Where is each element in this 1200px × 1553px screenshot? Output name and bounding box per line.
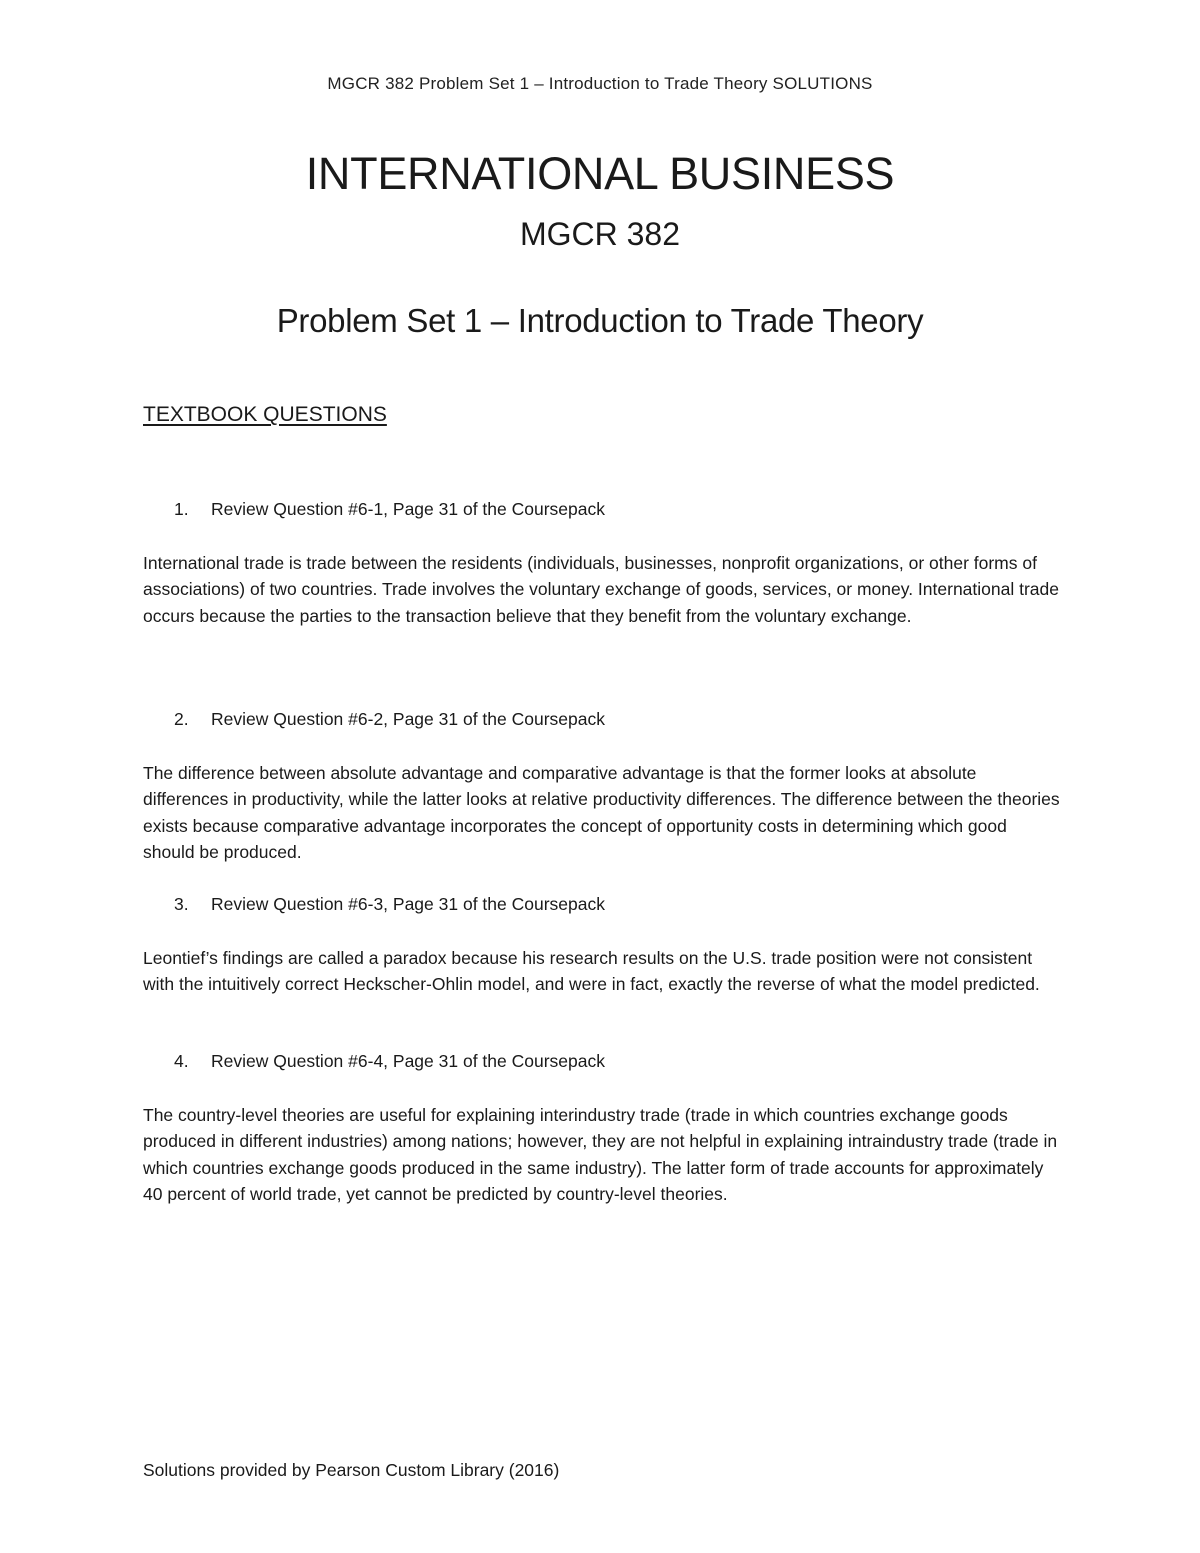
question-3 [174,894,605,915]
question-4 [174,1051,605,1072]
question-prompt: Review Question #6-4, Page 31 of the Coursepack [211,1051,605,1071]
question-number: 1. [174,499,189,519]
question-1 [174,499,605,520]
question-number: 4. [174,1051,189,1071]
footer-credit: Solutions provided by Pearson Custom Library (2016) [143,1460,560,1480]
answer-1: International trade is trade between the residents (individuals, businesses, nonprofit organizations, or other forms of associations) of two countries. Trade involves the voluntary exchange of goods, services, or money. International trade occurs because the parties to the transaction believe that they benefit from the voluntary exchange. [143,553,1059,626]
answer-3: Leontief’s findings are called a paradox because his research results on the U.S. trade position were not consistent with the intuitively correct Heckscher-Ohlin model, and were in fact, exactly the reverse of what the model predicted. [143,948,1040,995]
question-number: 3. [174,894,189,914]
problem-set-title: Problem Set 1 – Introduction to Trade Theory [276,302,924,339]
section-heading: TEXTBOOK QUESTIONS [143,403,387,426]
question-prompt: Review Question #6-2, Page 31 of the Coursepack [211,709,605,729]
running-header: MGCR 382 Problem Set 1 – Introduction to Trade Theory SOLUTIONS [327,74,873,93]
answer-4: The country-level theories are useful for explaining interindustry trade (trade in which countries exchange goods produced in different industries) among nations; however, they are not helpful in explaining intraindustry trade (trade in which countries exchange goods produced in the same industry). The latter form of trade accounts for approximately 40 percent of world trade, yet cannot be predicted by country-level theories. [143,1105,1058,1204]
question-number: 2. [174,709,189,729]
question-2 [174,709,605,730]
answer-2: The difference between absolute advantage and comparative advantage is that the former looks at absolute differences in productivity, while the latter looks at relative productivity differences. The difference between the theories exists because comparative advantage incorporates the concept of opportunity costs in determining which good should be produced. [143,763,1060,862]
document-title: INTERNATIONAL BUSINESS [305,148,895,199]
question-prompt: Review Question #6-3, Page 31 of the Coursepack [211,894,605,914]
course-code: MGCR 382 [519,216,681,252]
question-prompt: Review Question #6-1, Page 31 of the Coursepack [211,499,605,519]
